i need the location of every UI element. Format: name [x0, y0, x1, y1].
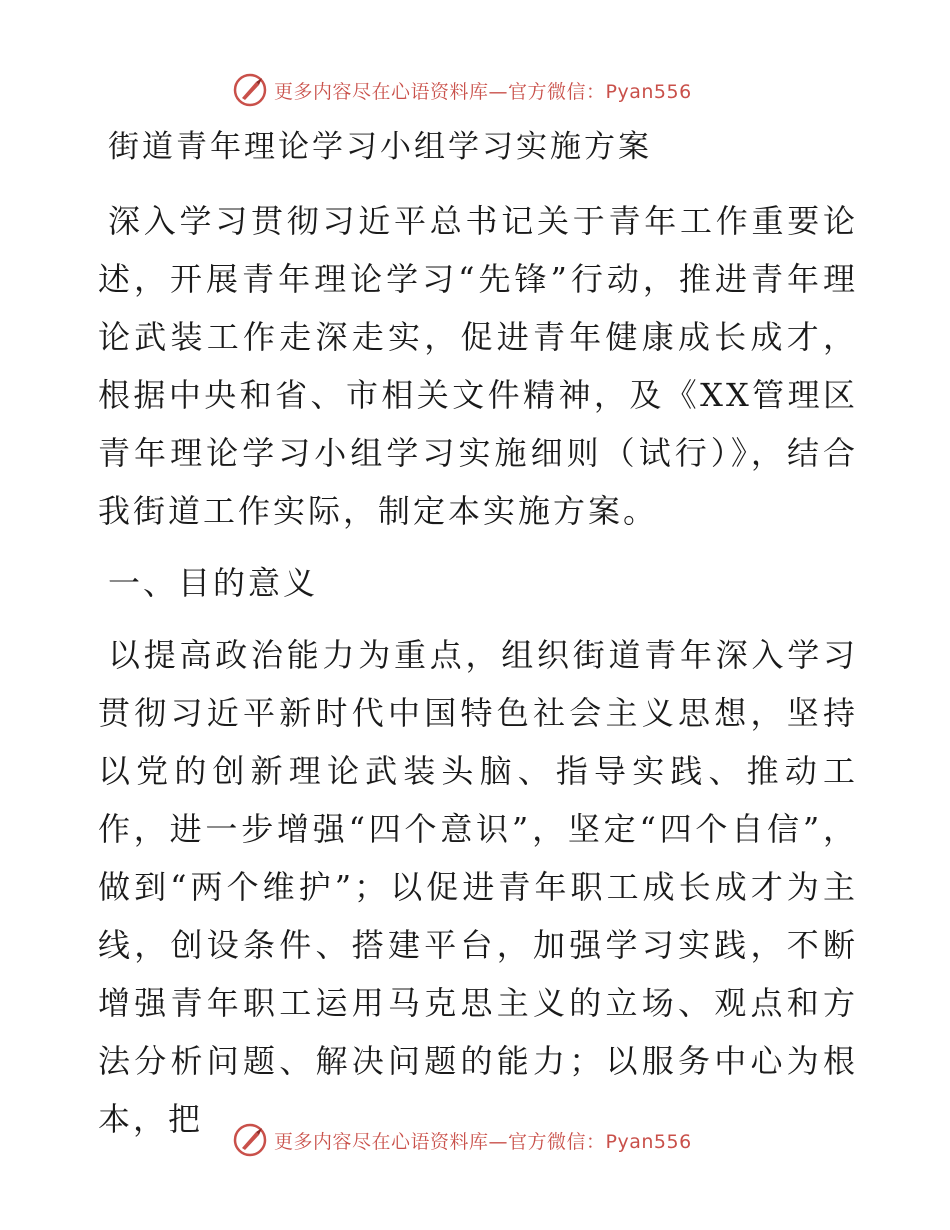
quill-logo-icon	[232, 72, 268, 108]
watermark-footer	[232, 1120, 692, 1160]
document-body	[98, 122, 858, 1148]
section-heading: 一、目的意义	[108, 564, 319, 602]
watermark-text: 更多内容尽在心语资料库—官方微信：Pyan556	[274, 80, 692, 103]
section-paragraph: 以提高政治能力为重点，组织街道青年深入学习贯彻习近平新时代中国特色社会主义思想，坚持以党的创新理论武装头脑、指导实践、推动工作，进一步增强“四个意识”，坚定“四个自信”，做到“两个维护”；以促进青年职工成长成才为主线，创设条件、搭建平台，加强学习实践，不断增强青年职工运用马克思主义的立场、观点和方法分析问题、解决问题的能力；以服务中心为根本，把	[98, 636, 858, 1138]
watermark-header	[232, 70, 692, 110]
watermark-text: 更多内容尽在心语资料库—官方微信：Pyan556	[274, 1130, 692, 1153]
quill-logo-icon	[232, 1122, 268, 1158]
intro-paragraph: 深入学习贯彻习近平总书记关于青年工作重要论述，开展青年理论学习“先锋”行动，推进青年理论武装工作走深走实，促进青年健康成长成才，根据中央和省、市相关文件精神，及《XX管理区青年理论学习小组学习实施细则（试行）》，结合我街道工作实际，制定本实施方案。	[98, 202, 858, 530]
document-title: 街道青年理论学习小组学习实施方案	[108, 129, 652, 165]
